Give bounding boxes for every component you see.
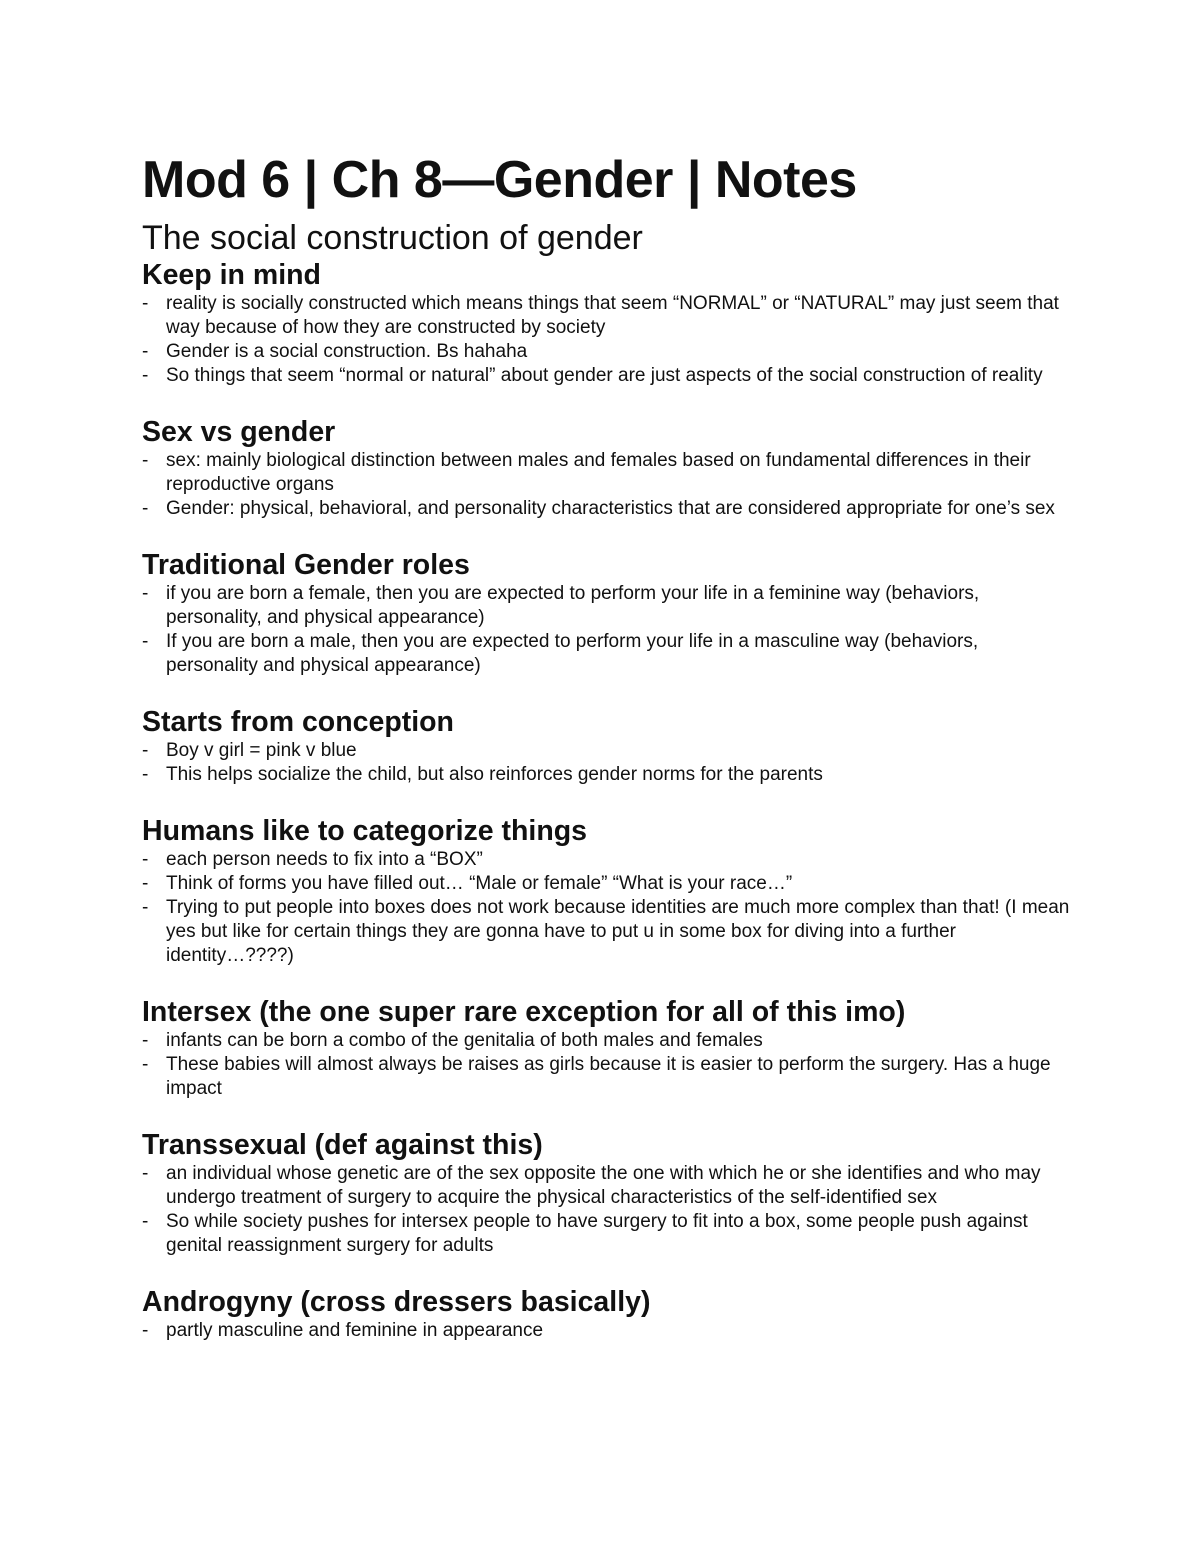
- bullet-text: These babies will almost always be raises as girls because it is easier to perform the surgery. Has a huge impact: [166, 1054, 1051, 1099]
- bullet-dash-icon: -: [142, 498, 149, 519]
- list-item: [142, 364, 1072, 388]
- bullet-text: reality is socially constructed which means things that seem “NORMAL” or “NATURAL” may just seem that way because of how they are constructed by society: [166, 293, 1059, 338]
- list-item: [142, 848, 1072, 872]
- notes-section: [142, 1285, 1072, 1343]
- list-item: [142, 872, 1072, 896]
- bullet-dash-icon: -: [142, 293, 149, 314]
- notes-section: [142, 995, 1072, 1101]
- bullet-dash-icon: -: [142, 365, 149, 386]
- notes-body: [142, 258, 1072, 1343]
- bullet-dash-icon: -: [142, 897, 149, 918]
- notes-section: [142, 814, 1072, 968]
- bullet-text: each person needs to fix into a “BOX”: [166, 849, 483, 870]
- page-subtitle: The social construction of gender: [142, 219, 643, 257]
- bullet-text: Trying to put people into boxes does not work because identities are much more complex than that! (I mean yes but like for certain things they are gonna have to put u in some box for diving into a further identity…????): [166, 897, 1070, 966]
- list-item: [142, 1319, 1072, 1343]
- notes-section: [142, 548, 1072, 678]
- bullet-list: [142, 739, 1072, 787]
- bullet-dash-icon: -: [142, 631, 149, 652]
- bullet-dash-icon: -: [142, 1320, 149, 1341]
- list-item: [142, 896, 1072, 968]
- bullet-list: [142, 582, 1072, 678]
- bullet-dash-icon: -: [142, 1030, 149, 1051]
- bullet-text: This helps socialize the child, but also reinforces gender norms for the parents: [166, 764, 823, 785]
- bullet-dash-icon: -: [142, 740, 149, 761]
- bullet-dash-icon: -: [142, 873, 149, 894]
- bullet-list: [142, 1319, 1072, 1343]
- bullet-list: [142, 1162, 1072, 1258]
- list-item: [142, 763, 1072, 787]
- section-heading: Humans like to categorize things: [142, 815, 588, 847]
- list-item: [142, 497, 1072, 521]
- bullet-list: [142, 449, 1072, 521]
- section-heading: Keep in mind: [142, 259, 321, 291]
- list-item: [142, 739, 1072, 763]
- list-item: [142, 1029, 1072, 1053]
- bullet-text: an individual whose genetic are of the sex opposite the one with which he or she identifies and who may undergo treatment of surgery to acquire the physical characteristics of the self-identified sex: [166, 1163, 1041, 1208]
- bullet-dash-icon: -: [142, 1163, 149, 1184]
- section-heading: Sex vs gender: [142, 416, 336, 448]
- list-item: [142, 292, 1072, 340]
- section-heading: Transsexual (def against this): [142, 1129, 543, 1161]
- list-item: [142, 449, 1072, 497]
- bullet-text: if you are born a female, then you are expected to perform your life in a feminine way (behaviors, personality, and physical appearance): [166, 583, 980, 628]
- document-page: [142, 150, 1072, 1343]
- bullet-dash-icon: -: [142, 849, 149, 870]
- bullet-text: So while society pushes for intersex people to have surgery to fit into a box, some people push against genital reassignment surgery for adults: [166, 1211, 1028, 1256]
- bullet-text: So things that seem “normal or natural” about gender are just aspects of the social construction of reality: [166, 365, 1043, 386]
- list-item: [142, 1210, 1072, 1258]
- section-heading: Traditional Gender roles: [142, 549, 470, 581]
- bullet-text: If you are born a male, then you are expected to perform your life in a masculine way (behaviors, personality and physical appearance): [166, 631, 979, 676]
- notes-section: [142, 415, 1072, 521]
- list-item: [142, 630, 1072, 678]
- bullet-dash-icon: -: [142, 764, 149, 785]
- notes-section: [142, 1128, 1072, 1258]
- bullet-dash-icon: -: [142, 1054, 149, 1075]
- bullet-text: sex: mainly biological distinction between males and females based on fundamental differences in their reproductive organs: [166, 450, 1031, 495]
- page-title: Mod 6 | Ch 8—Gender | Notes: [142, 151, 857, 209]
- list-item: [142, 582, 1072, 630]
- bullet-text: infants can be born a combo of the genitalia of both males and females: [166, 1030, 763, 1051]
- notes-section: [142, 258, 1072, 388]
- bullet-list: [142, 1029, 1072, 1101]
- bullet-text: Boy v girl = pink v blue: [166, 740, 357, 761]
- list-item: [142, 1162, 1072, 1210]
- list-item: [142, 1053, 1072, 1101]
- list-item: [142, 340, 1072, 364]
- bullet-dash-icon: -: [142, 341, 149, 362]
- bullet-text: Gender: physical, behavioral, and personality characteristics that are considered appropriate for one’s sex: [166, 498, 1055, 519]
- section-heading: Intersex (the one super rare exception for all of this imo): [142, 996, 906, 1028]
- bullet-text: Gender is a social construction. Bs hahaha: [166, 341, 528, 362]
- bullet-dash-icon: -: [142, 583, 149, 604]
- bullet-dash-icon: -: [142, 1211, 149, 1232]
- bullet-text: Think of forms you have filled out… “Male or female” “What is your race…”: [166, 873, 793, 894]
- bullet-text: partly masculine and feminine in appearance: [166, 1320, 544, 1341]
- bullet-dash-icon: -: [142, 450, 149, 471]
- notes-section: [142, 705, 1072, 787]
- bullet-list: [142, 292, 1072, 388]
- section-heading: Androgyny (cross dressers basically): [142, 1286, 651, 1318]
- bullet-list: [142, 848, 1072, 968]
- section-heading: Starts from conception: [142, 706, 454, 738]
